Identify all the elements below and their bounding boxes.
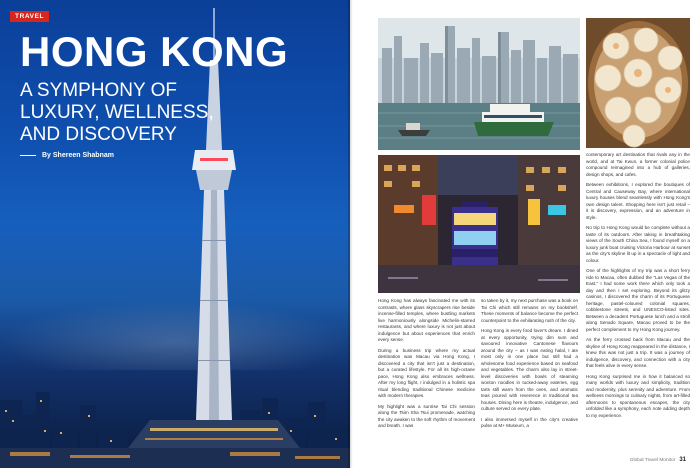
text-column-2: [481, 298, 578, 434]
article-title: HONG KONG: [20, 28, 289, 75]
paragraph: Hong Kong is every food lover's dream. I dined at every opportunity, trying dim sum and savoured innovative Cantonese flavours around the city – as I was eating halal, I ate most only in one place but still had a wholesome food experience based on seafood and vegetables. The charm also lay in street-level discoveries with bowls of steaming wonton noodles in tucked-away eateries, egg tarts still warm from the oven, and aromatic teas poured with reverence in traditional tea houses. Dining here is theatre, indulgence, and culture served on every plate.: [481, 328, 578, 411]
street-tram-photo: [378, 155, 580, 293]
paragraph: One of the highlights of my trip was a short ferry ride to Macau, often dubbed the "Las Vegas of the East." I had some work there which only took a day and then I set exploring. Beyond its glitzy casinos, I discovered the charm of its Portuguese heritage, pastel-coloured colonial squares, cobblestone streets, and UNESCO-listed sites. Between a decadent Portuguese lunch and a stroll along Senado Square, Macau proved to be the perfect complement to my Hong Kong journey.: [586, 268, 690, 332]
paragraph: During a business trip where my actual destination was Macau via Hong Kong, I discovered a city that isn't just a destination, but a curated lifestyle. For all its high-octane pace, Hong Kong also embraces wellness. After my long flight, I indulged in a holistic spa ritual blending traditional Chinese medicine with modern therapies.: [378, 347, 475, 398]
paragraph: My highlight was a sunrise Tai Chi session along the Tsim Sha Tsui promenade, watching the city awaken to the soft rhythm of movement and breath. I was: [378, 403, 475, 428]
text-column-3: [586, 152, 690, 423]
paragraph: Between exhibitions, I explored the boutiques of Central and Causeway Bay, where international luxury houses blend seamlessly with Hong Kong's own design talent. Shopping here isn't just retail – it is discovery, expression, and an adventure in style.: [586, 182, 690, 220]
magazine-name: Global Travel Monitor: [629, 457, 676, 463]
dim-sum-photo: [586, 18, 690, 148]
page-number: 31: [679, 457, 686, 463]
article-subtitle: A SYMPHONY OF LUXURY, WELLNESS, AND DISCOVERY: [20, 80, 214, 145]
paragraph: contemporary art destination that rivals any in the world, and at Tai Kwun, a former colonial police compound reimagined into a hub of galleries, design shops, and cafes.: [586, 152, 690, 177]
harbour-photo: [378, 18, 580, 150]
text-column-1: [378, 298, 475, 434]
paragraph: I also immersed myself in the city's creative pulse at M+ Museum, a: [481, 416, 578, 428]
page-footer: [630, 457, 686, 463]
right-page: [354, 0, 696, 468]
byline: [20, 152, 114, 159]
paragraph: No trip to Hong Kong would be complete without a taste of its outdoors. After taking in breathtaking views of the South China Sea, I found myself on a luxury junk boat cruising Victoria Harbour at sunset as the city's skyline lit up in a spectacle of light and colour.: [586, 225, 690, 263]
author-name: By Shereen Shabnam: [42, 152, 114, 159]
paragraph: so taken by it, my next purchase was a book on Tai Chi which still remains on my bookshelf. These moments of balance become the perfect counterpoint to the exhilarating rush of the city.: [481, 298, 578, 323]
section-tag: TRAVEL: [10, 11, 49, 22]
paragraph: Hong Kong surprised me in how it balanced so many worlds with luxury and simplicity, tradition and modernity, plus serenity and adventure. From wellness mornings to culinary nights, from art-filled afternoons to spontaneous escapes, the city unfolded like a symphony, each note adding depth to my experience.: [586, 373, 690, 418]
paragraph: Hong Kong has always fascinated me with its contrasts, where glass skyscrapers rise beside incense-filled temples, where bustling markets live harmoniously alongside Michelin-starred restaurants, and where luxury is not just about indulgence but about experiences that enrich every sense.: [378, 298, 475, 342]
paragraph: As the ferry crossed back from Macau and the skyline of Hong Kong reappeared in the distance, I knew this was not just a trip. It was a journey of indulgence, discovery, and connection with a city that feels alive in every sense.: [586, 337, 690, 368]
byline-rule: [20, 155, 36, 156]
